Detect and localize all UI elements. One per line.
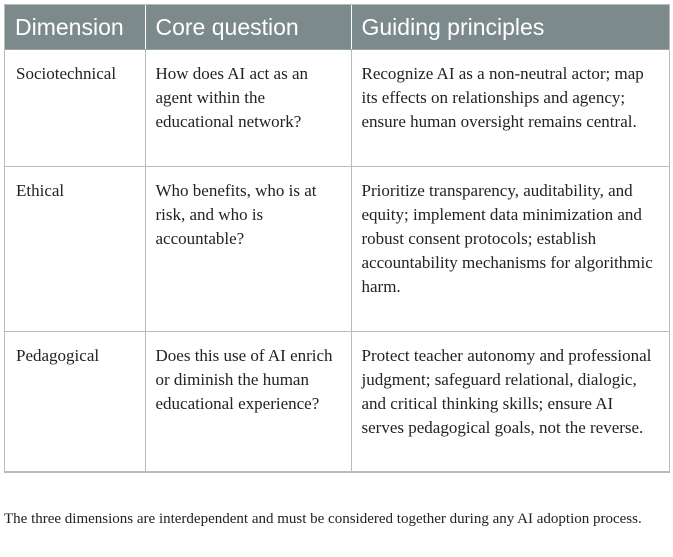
table-row — [5, 167, 669, 332]
table-footnote: The three dimensions are interdependent and must be considered together during any AI adoption process. — [4, 511, 642, 527]
table-row — [5, 332, 669, 472]
principles-cell: Recognize AI as a non-neutral actor; map its effects on relationships and agency; ensure human oversight remains central. — [351, 50, 669, 167]
dimension-cell: Ethical — [5, 167, 145, 332]
framework-table-container — [4, 4, 670, 473]
table-header-row — [5, 5, 669, 50]
principles-cell: Protect teacher autonomy and professional judgment; safeguard relational, dialogic, and critical thinking skills; ensure AI serves pedagogical goals, not the reverse. — [351, 332, 669, 472]
dimension-cell: Pedagogical — [5, 332, 145, 472]
dimension-cell: Sociotechnical — [5, 50, 145, 167]
table-row — [5, 50, 669, 167]
principles-cell: Prioritize transparency, auditability, and equity; implement data minimization and robust consent protocols; establish accountability mechanisms for algorithmic harm. — [351, 167, 669, 332]
header-core-question: Core question — [145, 5, 351, 50]
framework-table — [5, 5, 669, 472]
question-cell: How does AI act as an agent within the educational network? — [145, 50, 351, 167]
header-dimension: Dimension — [5, 5, 145, 50]
question-cell: Does this use of AI enrich or diminish the human educational experience? — [145, 332, 351, 472]
question-cell: Who benefits, who is at risk, and who is accountable? — [145, 167, 351, 332]
header-guiding-principles: Guiding principles — [351, 5, 669, 50]
